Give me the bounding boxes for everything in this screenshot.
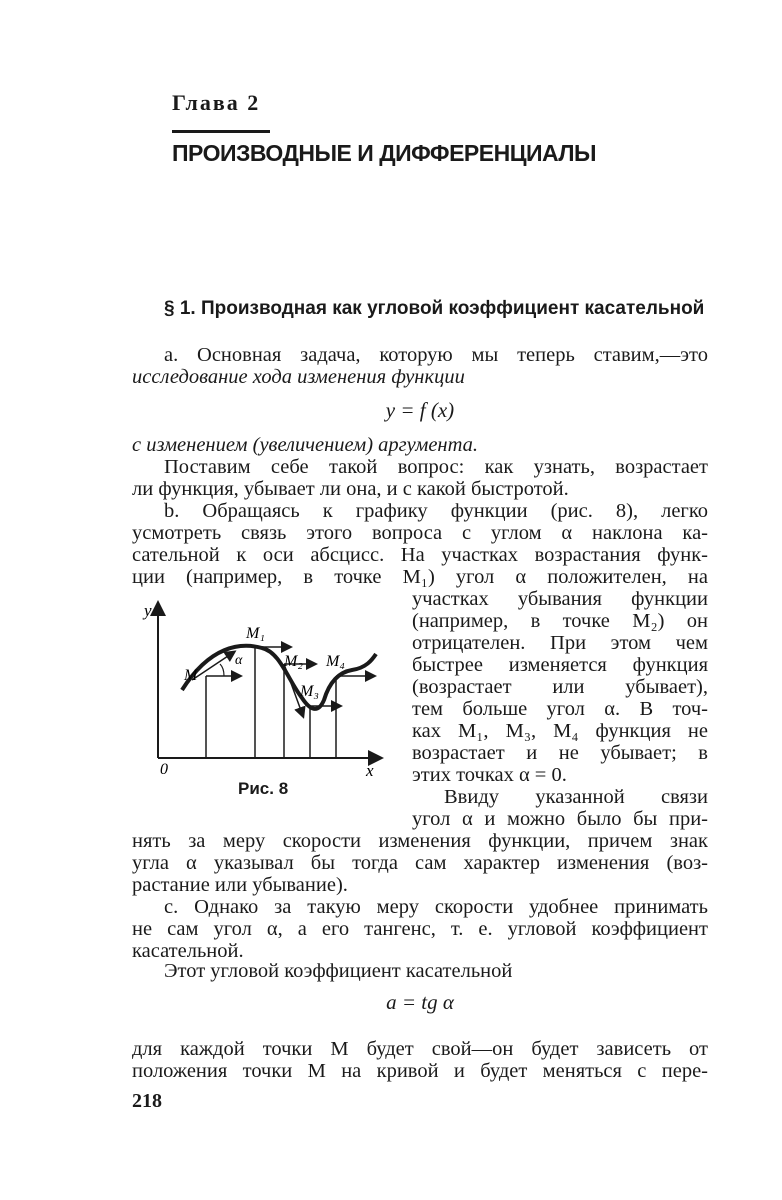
- section-title: § 1. Производная как угловой коэффициент касательной: [164, 298, 705, 319]
- paragraph-b-line: b. Обращаясь к графику функции (рис. 8), легко: [164, 500, 708, 522]
- paragraph-b-line: угла α указывал бы тогда сам характер изменения (воз-: [132, 852, 708, 874]
- wrap-line: (возрастает или убывает),: [412, 676, 708, 698]
- point-M4-label: M₄: [326, 653, 345, 670]
- paragraph-c-3: [132, 1038, 708, 1082]
- alpha-label: α: [235, 653, 243, 668]
- wrap-line: ках M₁, M₃, M₄ функция не: [412, 720, 708, 742]
- point-M3-label: M₃: [300, 683, 319, 700]
- paragraph-b-line: ции (например, в точке M₁) угол α положителен, на: [132, 566, 708, 588]
- paragraph-c-2: [132, 960, 708, 982]
- paragraph-c-line: с. Однако за такую меру скорости удобнее принимать: [164, 896, 708, 918]
- chapter-rule: [172, 130, 270, 133]
- wrap-line: возрастает и не убывает; в: [412, 742, 708, 764]
- paragraph-question: [132, 456, 708, 500]
- point-M-label: M: [184, 667, 198, 684]
- wrap-line: угол α и можно было бы при-: [412, 808, 708, 830]
- figure-8: [140, 598, 395, 778]
- paragraph-b-line: нять за меру скорости изменения функции, причем знак: [132, 830, 708, 852]
- paragraph-c-line: положения точки M на кривой и будет меняться с пере-: [132, 1060, 708, 1082]
- wrap-line: (например, в точке M₂) он: [412, 610, 708, 632]
- paragraph-b-line: сательной к оси абсцисс. На участках возрастания функ-: [132, 544, 708, 566]
- point-M1-label: M₁: [246, 625, 265, 642]
- paragraph-b: [132, 500, 708, 588]
- paragraph-a: [132, 344, 708, 388]
- wrap-line: этих точках α = 0.: [412, 764, 567, 786]
- figure-caption: Рис. 8: [238, 779, 289, 798]
- angle-arc: [220, 664, 224, 676]
- page-number: 218: [132, 1090, 162, 1112]
- wrap-line: участках убывания функции: [412, 588, 708, 610]
- wrap-line: отрицателен. При этом чем: [412, 632, 708, 654]
- paragraph-c-line: не сам угол α, а его тангенс, т. е. угловой коэффициент: [132, 918, 708, 940]
- formula-y-fx: y = f (x): [385, 398, 455, 422]
- origin-label: 0: [160, 761, 168, 778]
- wrap-line: Ввиду указанной связи: [444, 786, 708, 808]
- x-axis-label: x: [366, 761, 374, 778]
- paragraph-c-line: Этот угловой коэффициент касательной: [164, 960, 513, 982]
- function-curve: [182, 646, 376, 709]
- paragraph-b-continued: [132, 830, 708, 896]
- wrap-line: тем больше угол α. В точ-: [412, 698, 708, 720]
- chapter-title: ПРОИЗВОДНЫЕ И ДИФФЕРЕНЦИАЛЫ: [172, 140, 597, 166]
- formula-tg-alpha: a = tg α: [386, 990, 454, 1014]
- paragraph-a-line: а. Основная задача, которую мы теперь ставим,—это: [164, 344, 708, 366]
- paragraph-c-line: касательной.: [132, 940, 244, 962]
- wrap-line: быстрее изменяется функция: [412, 654, 708, 676]
- chapter-label: Глава 2: [172, 90, 261, 115]
- paragraph-a-italic-line: с изменением (увеличением) аргумента.: [132, 434, 479, 456]
- point-M2-label: M₂: [284, 653, 303, 670]
- paragraph-c: [132, 896, 708, 962]
- paragraph-b-line: растание или убывание).: [132, 874, 348, 896]
- paragraph-a-end: [132, 434, 708, 456]
- paragraph-b-line: усмотреть связь этого вопроса с углом α наклона ка-: [132, 522, 708, 544]
- paragraph-c-line: для каждой точки M будет свой—он будет зависеть от: [132, 1038, 708, 1060]
- paragraph-a-italic-line: исследование хода изменения функции: [132, 366, 465, 388]
- paragraph-b-wrap: [412, 588, 708, 830]
- paragraph-question-line: Поставим себе такой вопрос: как узнать, возрастает: [164, 456, 708, 478]
- y-axis-label: y: [144, 601, 152, 620]
- function-graph: [140, 598, 395, 778]
- paragraph-question-line: ли функция, убывает ли она, и с какой быстротой.: [132, 478, 569, 500]
